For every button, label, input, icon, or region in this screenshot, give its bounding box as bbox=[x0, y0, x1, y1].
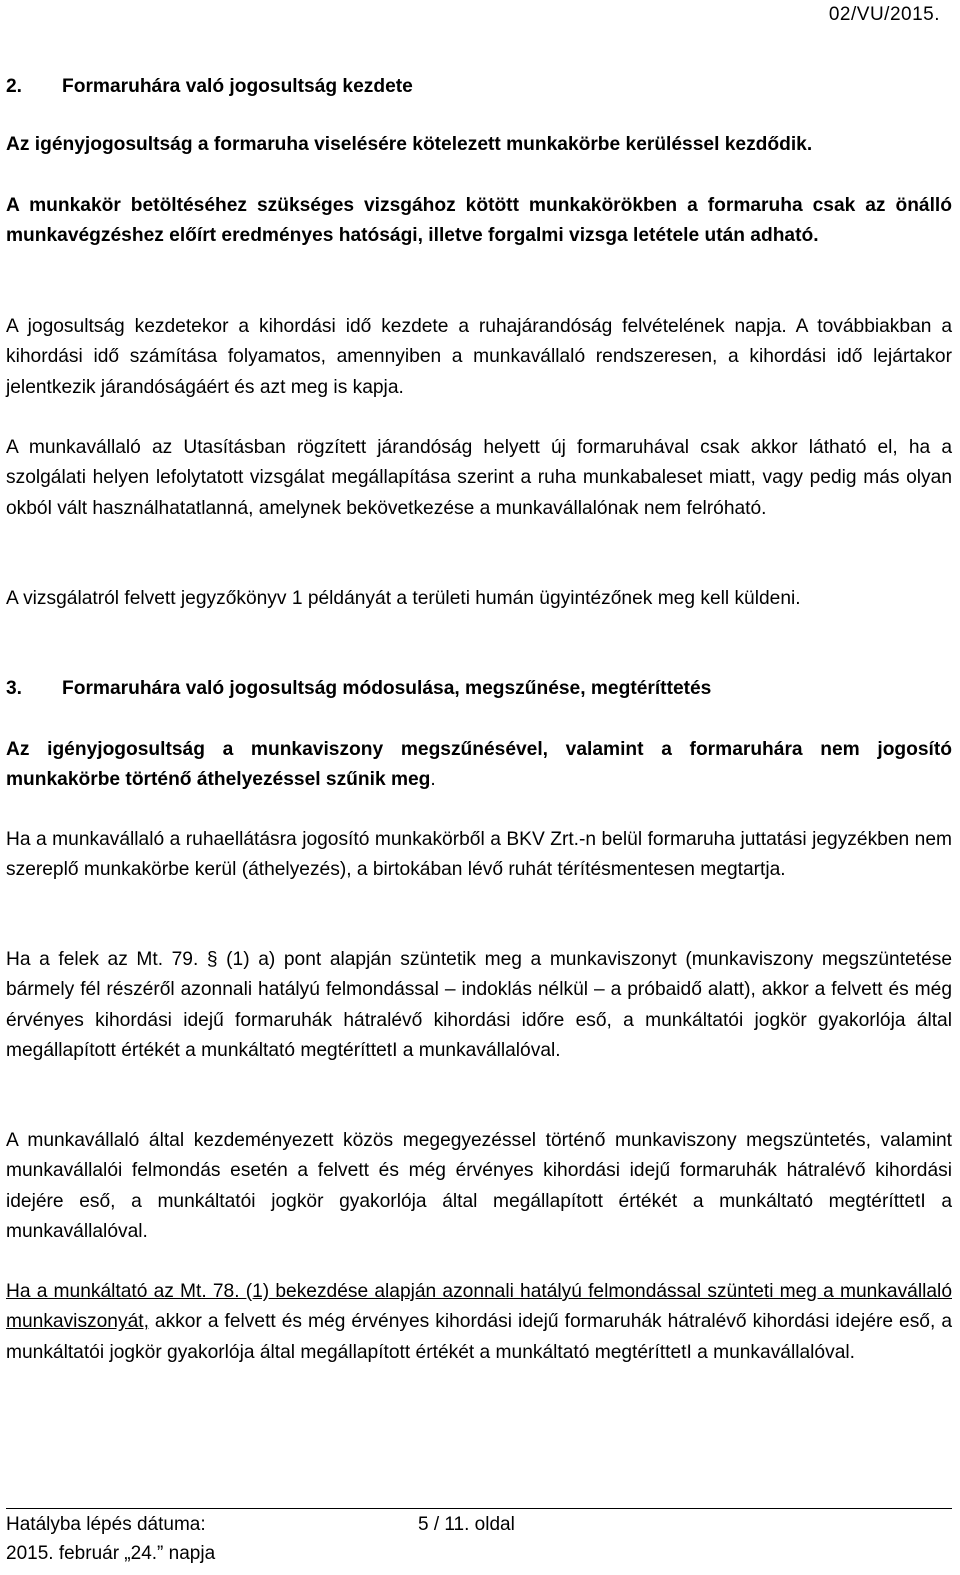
paragraph-end: . bbox=[430, 769, 436, 791]
section-title: Formaruhára való jogosultság kezdete bbox=[62, 76, 413, 97]
paragraph: A jogosultság kezdetekor a kihordási idő kezdete a ruhajárandóság felvételének napja. A továbbiakban a kihordási idő számítása folyamatos, amennyiben a munkavállaló rendszeresen, a kihordási idő lejártakor jelentkezik járandóságáért és azt meg is kapja. bbox=[6, 316, 952, 398]
effective-date: 2015. február „24.” napja bbox=[6, 1543, 216, 1564]
paragraph: A vizsgálatról felvett jegyzőkönyv 1 példányát a területi humán ügyintézőnek meg kell küldeni. bbox=[6, 588, 801, 609]
paragraph-bold: Az igényjogosultság a munkaviszony megszűnésével, valamint a formaruhára nem jogosító munkakörbe történő áthelyezéssel szűnik meg bbox=[6, 739, 952, 791]
footer-divider bbox=[6, 1508, 952, 1509]
section-number: 3. bbox=[6, 678, 23, 699]
paragraph bbox=[6, 735, 952, 796]
paragraph: Ha a felek az Mt. 79. § (1) a) pont alapján szüntetik meg a munkaviszonyt (munkaviszony megszüntetése bármely fél részéről azonnali hatályú felmondással – indoklás nélkül – a próbaidő alatt), akkor a felvett és még érvényes kihordási idejű formaruhák hátralévő kihordási időre eső, a munkáltatói jogkör gyakorlója által megállapított értékét a munkáltató megtéríttetI a munkavállalóval. bbox=[6, 949, 952, 1061]
paragraph: A munkakör betöltéséhez szükséges vizsgához kötött munkakörökben a formaruha csak az önálló munkavégzéshez előírt eredményes hatósági, illetve forgalmi vizsga letétele után adható. bbox=[6, 195, 952, 247]
paragraph-text: akkor a felvett és még érvényes kihordási idejű formaruhák hátralévő kihordási idejére eső, a munkáltatói jogkör gyakorlója által megállapított értékét a munkáltató megtéríttetI a munkavállalóval. bbox=[6, 1311, 952, 1363]
underlined-text: Ha a munkáltató az Mt. 78. (1) bekezdése alapján azonnali hatályú felmondással szünteti meg a munkavállaló munkaviszonyát, bbox=[6, 1281, 952, 1333]
paragraph: Az igényjogosultság a formaruha viselésére kötelezett munkakörbe kerüléssel kezdődik. bbox=[6, 134, 813, 155]
section-title: Formaruhára való jogosultság módosulása, megszűnése, megtéríttetés bbox=[62, 678, 712, 699]
section-number: 2. bbox=[6, 76, 23, 97]
section-2-heading bbox=[6, 72, 413, 102]
doc-code: 02/VU/2015. bbox=[828, 4, 940, 25]
paragraph: A munkavállaló az Utasításban rögzített járandóság helyett új formaruhával csak akkor látható el, ha a szolgálati helyen lefolytatott vizsgálat megállapítása szerint a ruha munkabaleset miatt, vagy pedig más olyan okból vált használhatatlanná, amelynek bekövetkezése a munkavállalónak nem felróható. bbox=[6, 437, 952, 519]
paragraph bbox=[6, 1277, 952, 1368]
paragraph: Ha a munkavállaló a ruhaellátásra jogosító munkakörből a BKV Zrt.-n belül formaruha juttatási jegyzékben nem szereplő munkakörbe kerül (áthelyezés), a birtokában lévő ruhát térítésmentesen megtartja. bbox=[6, 829, 952, 881]
page-number: 5 / 11. oldal bbox=[418, 1514, 515, 1535]
effective-date-label: Hatályba lépés dátuma: bbox=[6, 1514, 206, 1535]
paragraph: A munkavállaló által kezdeményezett közös megegyezéssel történő munkaviszony megszüntetés, valamint munkavállalói felmondás esetén a felvett és még érvényes kihordási idejű formaruhák hátralévő kihordási idejére eső, a munkáltatói jogkör gyakorlója által megállapított értékét a munkáltató megtéríttetI a munkavállalóval. bbox=[6, 1130, 952, 1242]
section-3-heading bbox=[6, 674, 711, 704]
